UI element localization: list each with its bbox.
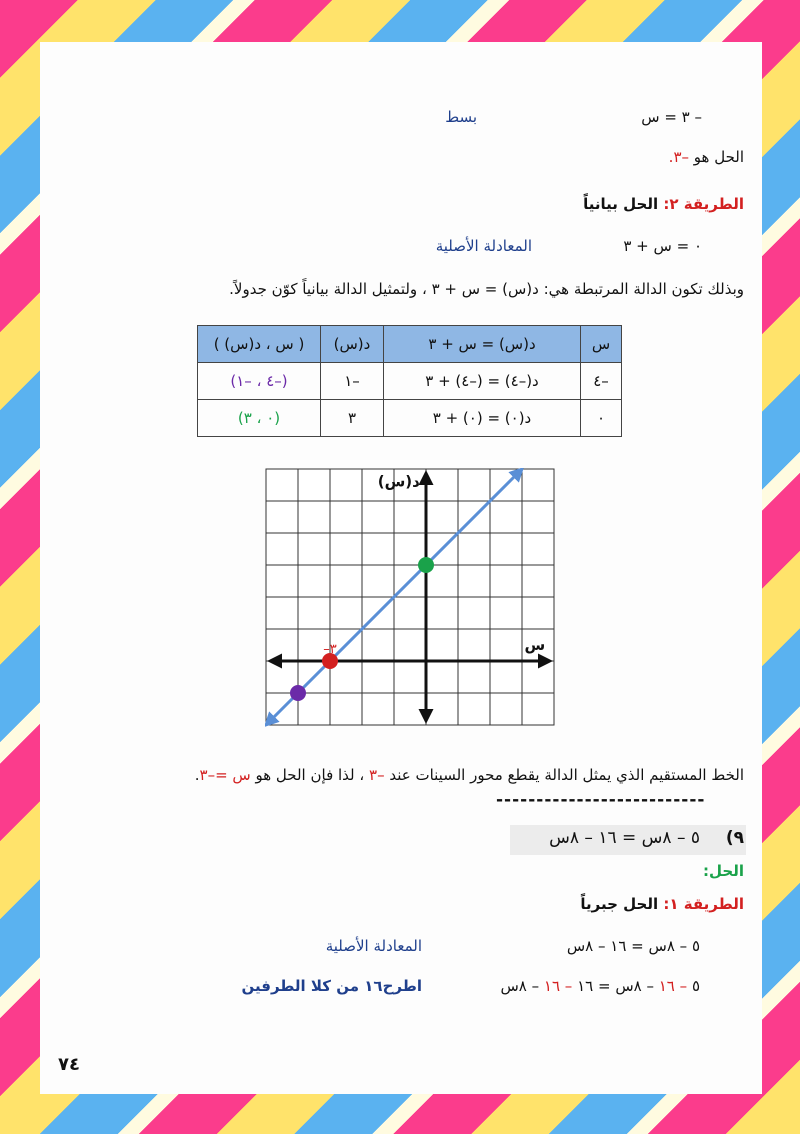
step2-part-red: – ١٦ [543, 977, 573, 995]
equation-line-4: ٠ = س + ٣ [623, 237, 702, 255]
page [40, 42, 762, 1094]
y-axis-label: د(س) [377, 472, 420, 491]
step2-part-red: – ١٦ [658, 977, 688, 995]
x-axis-label: س [524, 635, 546, 654]
function-graph [265, 468, 555, 734]
data-point [290, 685, 306, 701]
conclusion-solution: س =–٣ [199, 766, 251, 784]
table-cell: د(٠) = (٠) + ٣ [384, 400, 581, 437]
table-cell: –١ [321, 363, 384, 400]
function-description: وبذلك تكون الدالة المرتبطة هي: د(س) = س + ٣ ، ولتمثيل الدالة بيانياً كوّن جدولاً. [229, 280, 744, 298]
solution-line [669, 148, 744, 166]
table-header: س [581, 326, 622, 363]
conclusion-text: الخط المستقيم الذي يمثل الدالة يقطع محور السينات عند [384, 766, 744, 784]
method1-label: الطريقة ١: [663, 895, 744, 913]
conclusion-dot: . [194, 766, 200, 784]
divider: -------------------------- [496, 790, 706, 810]
table-header-row [198, 326, 622, 363]
values-table [197, 325, 622, 437]
method1-heading [580, 895, 744, 913]
conclusion-value: –٣ [369, 766, 385, 784]
table-cell: ٣ [321, 400, 384, 437]
step-note-original: المعادلة الأصلية [435, 237, 532, 255]
intercept-label: –٣ [323, 642, 337, 657]
step2-equation [500, 977, 700, 995]
table-cell: –٤ [581, 363, 622, 400]
problem-number: ٩) [725, 828, 744, 848]
graph-conclusion [195, 766, 744, 784]
table-header: د(س) [321, 326, 384, 363]
method2-title: الحل بيانياً [583, 195, 659, 213]
table-cell: (–٤ ، –١) [198, 363, 321, 400]
step1-note: المعادلة الأصلية [325, 937, 422, 955]
table-row [198, 400, 622, 437]
method2-heading [583, 195, 744, 213]
conclusion-text-2: ، لذا فإن الحل هو [250, 766, 369, 784]
table-row [198, 363, 622, 400]
step2-part: – ٨س = ١٦ [572, 977, 659, 995]
solution-value: –٣. [668, 148, 690, 166]
step2-note: اطرح١٦ من كلا الطرفين [241, 977, 422, 995]
step2-part: – ٨س [500, 977, 544, 995]
equation-line-1: – ٣ = س [641, 108, 702, 126]
step2-part: ٥ [687, 977, 700, 995]
step1-equation: ٥ – ٨س = ١٦ – ٨س [566, 937, 700, 955]
table-header: ( س ، د(س) ) [198, 326, 321, 363]
table-header: د(س) = س + ٣ [384, 326, 581, 363]
solution-text: الحل هو [689, 148, 744, 166]
data-point [418, 557, 434, 573]
step-note-simplify: بسط [445, 108, 477, 126]
table-cell: ٠ [581, 400, 622, 437]
table-cell: د(–٤) = (–٤) + ٣ [384, 363, 581, 400]
method1-title: الحل جبرياً [580, 895, 659, 913]
table-cell: (٠ ، ٣) [198, 400, 321, 437]
page-number: ٧٤ [58, 1054, 80, 1075]
problem-equation: ٥ – ٨س = ١٦ – ٨س [549, 828, 700, 848]
solution-label: الحل: [703, 862, 744, 880]
method2-label: الطريقة ٢: [663, 195, 744, 213]
